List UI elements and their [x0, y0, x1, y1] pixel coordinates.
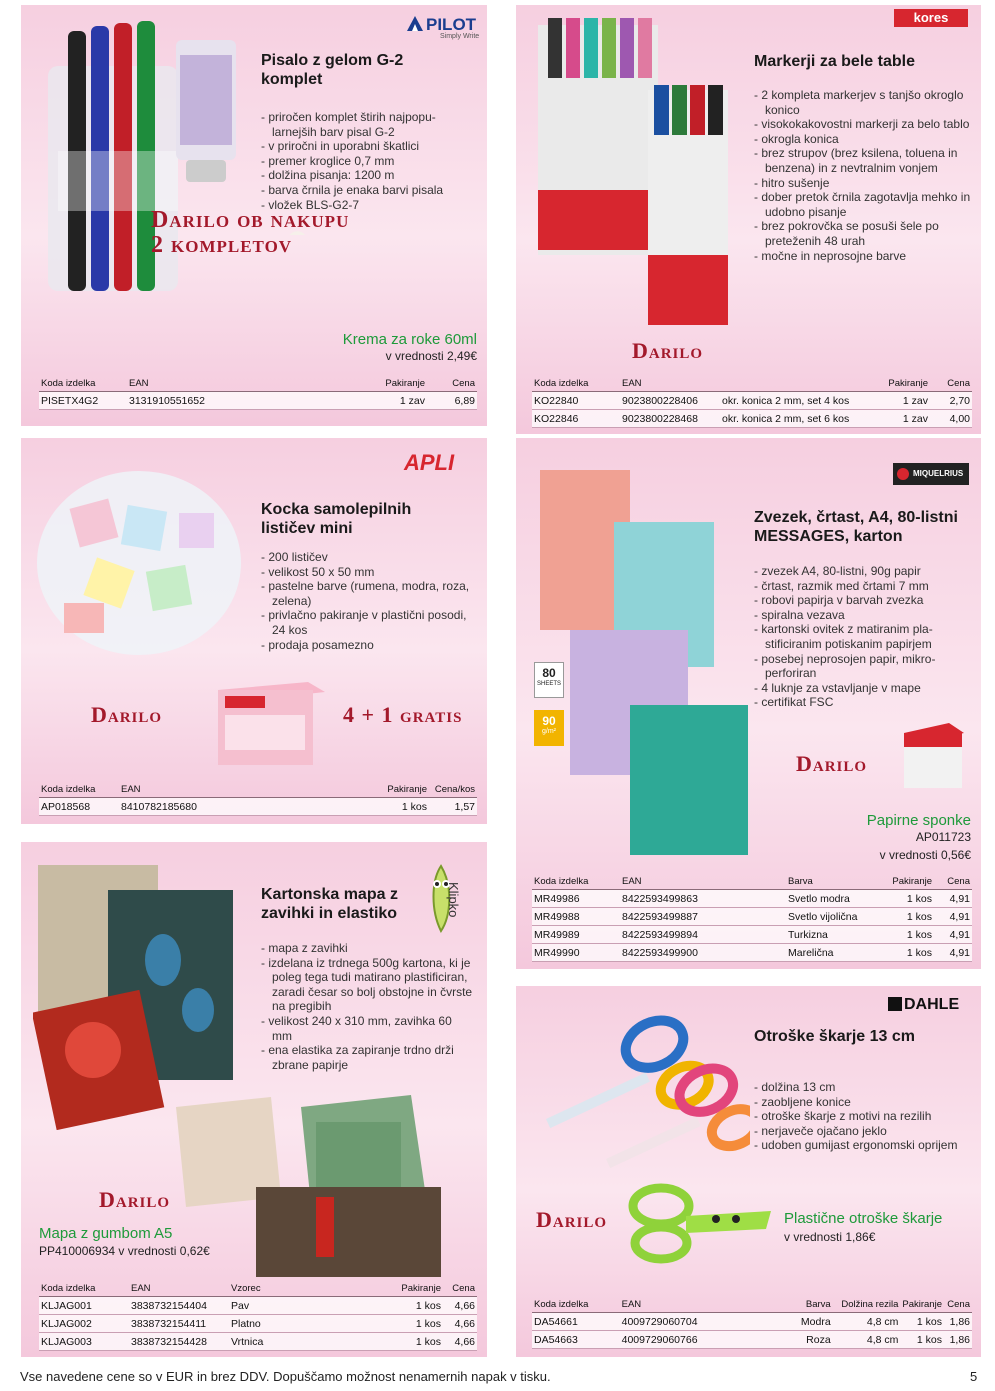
sticky-notes-cube-image [213, 670, 333, 770]
apli-title-line2: lističev mini [261, 520, 353, 537]
footer-disclaimer: Vse navedene cene so v EUR in brez DDV. Dopuščamo možnost nenamernih napak v tisku. [20, 1369, 551, 1384]
table-cell: 3838732154428 [129, 1333, 229, 1351]
table-header-row [532, 875, 972, 890]
klipko-gift-name: Mapa z gumbom A5 [39, 1225, 173, 1242]
pilot-features [261, 110, 471, 212]
klipko-title-line2: zavihki in elastiko [261, 905, 398, 922]
table-row [532, 1331, 972, 1349]
table-header-cell: EAN [119, 783, 369, 798]
feature-item: - 4 luknje za vstavljanje v mape [754, 681, 974, 696]
feature-item: - privlačno pakiranje v plastični posodi, 24 kos [261, 608, 471, 637]
klipko-product-table [39, 1282, 477, 1351]
apli-logo [404, 450, 454, 476]
table-header-cell: Barva [786, 875, 880, 890]
plastic-scissors-image [616, 1181, 776, 1266]
table-header-cell: Cena [944, 1298, 972, 1313]
gsm-label: g/m² [542, 728, 556, 735]
table-cell: 8410782185680 [119, 798, 369, 816]
miquelrius-title [754, 508, 958, 546]
table-row [532, 890, 972, 908]
gsm-number: 90 [542, 714, 556, 728]
table-cell: okr. konica 2 mm, set 4 kos [720, 392, 870, 410]
feature-item: - v priročni in uporabni škatlici [261, 139, 471, 154]
feature-item: - mapa z zavihki [261, 941, 475, 956]
kores-brand-text: kores [913, 10, 949, 25]
table-cell: 4,91 [934, 908, 972, 926]
table-cell: 2,70 [930, 392, 972, 410]
table-header-row [39, 1282, 477, 1297]
table-header-cell: Barva [769, 1298, 833, 1313]
table-header-cell: EAN [127, 377, 337, 392]
table-cell: Pav [229, 1297, 389, 1315]
dahle-brand-text: DAHLE [904, 996, 960, 1013]
feature-item: - črtast, razmik med črtami 7 mm [754, 579, 974, 594]
table-cell: KO22840 [532, 392, 620, 410]
kores-product-table [532, 377, 972, 428]
pilot-gift-name: Krema za roke 60ml [342, 331, 477, 348]
miquelrius-brand-text: MIQUELRIUS [913, 469, 964, 478]
table-cell: PISETX4G2 [39, 392, 127, 410]
miquelrius-logo-mark [897, 468, 909, 480]
feature-item: - posebej neprosojen papir, mikro-perforiran [754, 652, 974, 681]
feature-item: - otroške škarje z motivi na rezilih [754, 1109, 974, 1124]
table-cell: 4,66 [443, 1315, 477, 1333]
pilot-title [261, 51, 403, 89]
apli-title [261, 500, 411, 538]
page-number: 5 [970, 1369, 978, 1384]
klipko-title-line1: Kartonska mapa z [261, 886, 398, 903]
apli-title-line1: Kocka samolepilnih [261, 501, 412, 518]
table-cell: 1,57 [429, 798, 477, 816]
pilot-brand-tag: Simply Write [440, 33, 480, 40]
pilot-promo-line2: 2 kompletov [151, 232, 293, 258]
dahle-title: Otroške škarje 13 cm [754, 1028, 915, 1045]
table-row [532, 1313, 972, 1331]
table-header-cell: EAN [620, 377, 720, 392]
feature-item: - dolžina 13 cm [754, 1080, 974, 1095]
table-cell: 4,66 [443, 1333, 477, 1351]
pilot-brand-text: PILOT [426, 15, 477, 34]
feature-item: - priročen komplet štirih najpopu-larnejših barv pisal G-2 [261, 110, 471, 139]
klipko-features [261, 941, 475, 1072]
table-cell: Marelična [786, 944, 880, 962]
kores-panel [516, 5, 981, 434]
table-cell: Vrtnica [229, 1333, 389, 1351]
miquelrius-features [754, 564, 974, 710]
table-cell: 1,86 [944, 1331, 972, 1349]
table-cell: Platno [229, 1315, 389, 1333]
paper-clips-box-image [899, 718, 969, 798]
table-cell: 4,66 [443, 1297, 477, 1315]
table-header-cell: EAN [620, 875, 786, 890]
miquelrius-gift-name: Papirne sponke [866, 812, 971, 829]
table-header-cell: Vzorec [229, 1282, 389, 1297]
miquelrius-gift-value: v vrednosti 0,56€ [879, 848, 971, 862]
kores-darilo: Darilo [632, 338, 704, 363]
pilot-panel [21, 5, 487, 426]
table-header-cell: Pakiranje [369, 783, 429, 798]
table-row [39, 1315, 477, 1333]
table-cell: DA54663 [532, 1331, 620, 1349]
notebooks-image [534, 470, 749, 860]
feature-item: - brez strupov (brez ksilena, toluena in benzena) in z nevtralnim vonjem [754, 146, 974, 175]
apli-product-table [39, 783, 477, 816]
pilot-title-line2: komplet [261, 71, 323, 88]
table-cell: DA54661 [532, 1313, 620, 1331]
apli-features [261, 550, 471, 652]
table-header-row [39, 783, 477, 798]
feature-item: - certifikat FSC [754, 695, 974, 710]
feature-item: - 2 kompleta markerjev s tanjšo okroglo konico [754, 88, 974, 117]
table-cell: 1 kos [880, 944, 934, 962]
dahle-panel [516, 986, 981, 1357]
table-row [39, 392, 477, 410]
kids-scissors-image [530, 994, 750, 1169]
table-header-cell: Pakiranje [389, 1282, 443, 1297]
table-cell: 4,91 [934, 890, 972, 908]
whiteboard-markers-image [530, 10, 730, 340]
feature-item: - spiralna vezava [754, 608, 974, 623]
table-cell: 1 kos [880, 890, 934, 908]
sheets-label: SHEETS [536, 681, 561, 687]
feature-item: - velikost 240 x 310 mm, zavihka 60 mm [261, 1014, 475, 1043]
miquelrius-product-table [532, 875, 972, 962]
feature-item: - 200 lističev [261, 550, 471, 565]
table-header-row [39, 377, 477, 392]
table-cell: 4,00 [930, 410, 972, 428]
phone-box-folder-image [246, 1182, 446, 1282]
table-header-cell [720, 377, 870, 392]
table-cell: MR49986 [532, 890, 620, 908]
miquelrius-gift-code: AP011723 [915, 830, 971, 844]
miquelrius-logo [893, 463, 969, 485]
table-cell: 1 zav [870, 410, 930, 428]
feature-item: - nerjaveče ojačano jeklo [754, 1124, 974, 1139]
klipko-darilo: Darilo [99, 1187, 171, 1212]
table-cell: 4009729060766 [620, 1331, 769, 1349]
table-row [39, 798, 477, 816]
table-header-cell: Koda izdelka [39, 783, 119, 798]
miquelrius-panel [516, 438, 981, 969]
table-cell: 6,89 [427, 392, 477, 410]
dahle-darilo: Darilo [536, 1207, 608, 1232]
klipko-title [261, 885, 398, 923]
pilot-logo-mark [403, 13, 425, 35]
dahle-gift-name: Plastične otroške škarje [784, 1210, 943, 1227]
pilot-title-line1: Pisalo z gelom G-2 [261, 52, 404, 69]
table-row [532, 410, 972, 428]
table-cell: 9023800228406 [620, 392, 720, 410]
table-header-cell: Cena [427, 377, 477, 392]
miquelrius-title-line2: MESSAGES, karton [754, 528, 903, 545]
table-cell: 9023800228468 [620, 410, 720, 428]
table-cell: MR49990 [532, 944, 620, 962]
table-cell: Modra [769, 1313, 833, 1331]
feature-item: - prodaja posamezno [261, 638, 471, 653]
apli-panel [21, 438, 487, 824]
table-cell: 1 kos [389, 1315, 443, 1333]
table-cell: Svetlo modra [786, 890, 880, 908]
table-header-cell: Pakiranje [870, 377, 930, 392]
table-row [532, 908, 972, 926]
kores-features [754, 88, 974, 263]
kores-logo [894, 9, 968, 27]
miquelrius-darilo: Darilo [796, 751, 868, 776]
klipko-brand-text: Klipko [446, 882, 461, 918]
feature-item: - dolžina pisanja: 1200 m [261, 168, 471, 183]
table-cell: 1 zav [870, 392, 930, 410]
table-row [532, 926, 972, 944]
feature-item: - udoben gumijast ergonomski oprijem [754, 1138, 974, 1153]
klipko-panel [21, 842, 487, 1357]
table-cell: 4009729060704 [620, 1313, 769, 1331]
sheets-badge [534, 662, 564, 698]
table-cell: 1 kos [900, 1313, 944, 1331]
feature-item: - ena elastika za zapiranje trdno drži zbrane papirje [261, 1043, 475, 1072]
table-cell: 4,91 [934, 944, 972, 962]
table-cell: 1 kos [369, 798, 429, 816]
feature-item: - premer kroglice 0,7 mm [261, 154, 471, 169]
pilot-promo [151, 208, 349, 258]
table-cell: KLJAG003 [39, 1333, 129, 1351]
table-header-cell: Cena/kos [429, 783, 477, 798]
table-cell: 1 kos [389, 1297, 443, 1315]
table-cell: okr. konica 2 mm, set 6 kos [720, 410, 870, 428]
feature-item: - velikost 50 x 50 mm [261, 565, 471, 580]
table-header-cell: EAN [129, 1282, 229, 1297]
table-row [39, 1333, 477, 1351]
miquelrius-title-line1: Zvezek, črtast, A4, 80-listni [754, 509, 958, 526]
dahle-logo [888, 996, 959, 1014]
table-header-cell: Dolžina rezila [833, 1298, 901, 1313]
feature-item: - zvezek A4, 80-listni, 90g papir [754, 564, 974, 579]
table-cell: 4,8 cm [833, 1313, 901, 1331]
feature-item: - hitro sušenje [754, 176, 974, 191]
apli-brand-text: APLI [404, 450, 455, 475]
feature-item: - vložek BLS-G2-7 [261, 198, 471, 213]
table-header-cell: Pakiranje [337, 377, 427, 392]
table-cell: 1 kos [880, 926, 934, 944]
klipko-gift-value: PP410006934 v vrednosti 0,62€ [39, 1244, 210, 1258]
feature-item: - dober pretok črnila zagotavlja mehko in udobno pisanje [754, 190, 974, 219]
table-row [532, 944, 972, 962]
feature-item: - robovi papirja v barvah zvezka [754, 593, 974, 608]
kores-title: Markerji za bele table [754, 53, 915, 70]
feature-item: - pastelne barve (rumena, modra, roza, zelena) [261, 579, 471, 608]
feature-item: - okrogla konica [754, 132, 974, 147]
feature-item: - visokokakovostni markerji za belo tablo [754, 117, 974, 132]
table-cell: 8422593499887 [620, 908, 786, 926]
gsm-badge [534, 710, 564, 746]
table-cell: 3131910551652 [127, 392, 337, 410]
table-cell: 8422593499900 [620, 944, 786, 962]
table-header-row [532, 1298, 972, 1313]
table-cell: 8422593499863 [620, 890, 786, 908]
table-cell: 1 kos [880, 908, 934, 926]
feature-item: - brez pokrovčka se posuši šele po preteženih 48 urah [754, 219, 974, 248]
table-cell: KLJAG002 [39, 1315, 129, 1333]
feature-item: - izdelana iz trdnega 500g kartona, ki je poleg tega tudi matirano plastificiran, zaradi česar so bolj obstojne in čvrste na pregibih [261, 956, 475, 1014]
feature-item: - močne in neprosojne barve [754, 249, 974, 264]
table-cell: Roza [769, 1331, 833, 1349]
dahle-logo-mark [888, 997, 902, 1011]
table-cell: MR49989 [532, 926, 620, 944]
table-header-cell: Cena [934, 875, 972, 890]
dahle-product-table [532, 1298, 972, 1349]
table-cell: KLJAG001 [39, 1297, 129, 1315]
table-cell: Svetlo vijolična [786, 908, 880, 926]
dahle-features [754, 1080, 974, 1153]
table-cell: 1 zav [337, 392, 427, 410]
table-header-cell: Koda izdelka [39, 377, 127, 392]
feature-item: - barva črnila je enaka barvi pisala [261, 183, 471, 198]
table-header-cell: Cena [930, 377, 972, 392]
table-header-row [532, 377, 972, 392]
table-cell: 8422593499894 [620, 926, 786, 944]
table-header-cell: EAN [620, 1298, 769, 1313]
table-cell: MR49988 [532, 908, 620, 926]
apli-promo: 4 + 1 gratis [343, 702, 463, 727]
feature-item: - kartonski ovitek z matiranim pla-stificiranim potiskanim papirjem [754, 622, 974, 651]
dahle-gift-value: v vrednosti 1,86€ [784, 1230, 876, 1244]
table-header-cell: Koda izdelka [532, 1298, 620, 1313]
table-row [532, 392, 972, 410]
table-cell: 1,86 [944, 1313, 972, 1331]
table-cell: KO22846 [532, 410, 620, 428]
sheets-number: 80 [542, 666, 556, 680]
table-cell: Turkizna [786, 926, 880, 944]
feature-item: - zaobljene konice [754, 1095, 974, 1110]
table-cell: AP018568 [39, 798, 119, 816]
table-cell: 3838732154411 [129, 1315, 229, 1333]
table-header-cell: Pakiranje [880, 875, 934, 890]
apli-darilo: Darilo [91, 702, 163, 727]
table-cell: 4,8 cm [833, 1331, 901, 1349]
table-cell: 1 kos [900, 1331, 944, 1349]
table-cell: 4,91 [934, 926, 972, 944]
table-header-cell: Koda izdelka [532, 377, 620, 392]
table-header-cell: Pakiranje [900, 1298, 944, 1313]
table-header-cell: Cena [443, 1282, 477, 1297]
table-header-cell: Koda izdelka [39, 1282, 129, 1297]
pilot-product-table [39, 377, 477, 410]
pilot-promo-line1: Darilo ob nakupu [151, 207, 350, 233]
table-cell: 3838732154404 [129, 1297, 229, 1315]
pilot-gift-value: v vrednosti 2,49€ [385, 349, 477, 363]
table-header-cell: Koda izdelka [532, 875, 620, 890]
table-row [39, 1297, 477, 1315]
sticky-notes-jar-image [29, 453, 249, 663]
table-cell: 1 kos [389, 1333, 443, 1351]
